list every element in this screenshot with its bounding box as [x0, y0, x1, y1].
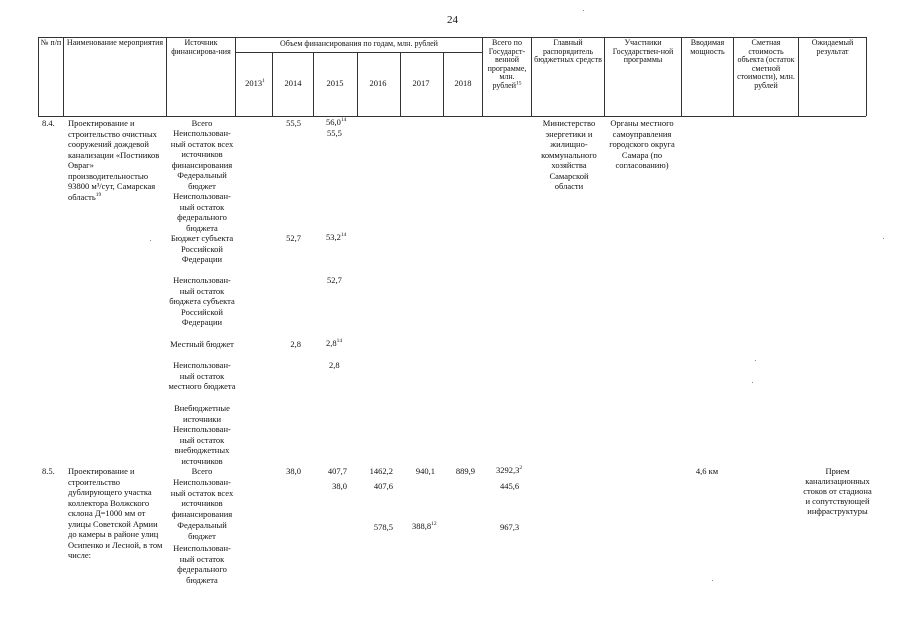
- scan-speck: [755, 360, 756, 361]
- header-bottom-rule: [38, 116, 866, 117]
- row-number: 8.4.: [42, 118, 55, 128]
- value-2015: $2,8^{14}$: [326, 338, 343, 348]
- header-manager: Главный распорядитель бюджетных средств: [534, 38, 602, 64]
- header-source: Источник финансирова-ния: [171, 38, 231, 56]
- value-2015: 407,7: [327, 466, 347, 476]
- value-2014: 52,7: [286, 233, 301, 243]
- scan-speck: [752, 382, 753, 383]
- scan-speck: [712, 580, 713, 581]
- row-name: Проектирование и строительство дублирующего участка коллектора Волжского склона Д=1000 мм от улицы Советской Армии до камеры в районе улиц Осипенко и Лесной, в том числе:: [68, 466, 163, 560]
- scan-speck: [150, 240, 151, 241]
- header-year-2017: 2017: [412, 78, 430, 88]
- col-rule: [733, 37, 734, 116]
- header-year-2018: 2018: [454, 78, 472, 88]
- header-capacity: Вводимая мощность: [690, 38, 725, 56]
- value-2015: 2,8: [329, 360, 340, 370]
- header-volume: Объем финансирования по годам, млн. рублей: [280, 39, 438, 48]
- header-name: Наименование мероприятия: [66, 38, 164, 47]
- value-2014: 38,0: [286, 466, 301, 476]
- scan-speck: [883, 238, 884, 239]
- source-label: Неиспользован-ный остаток бюджета субъекта Российской Федерации: [169, 275, 235, 327]
- source-label: Всего: [191, 118, 213, 128]
- header-cost: Сметная стоимость объекта (остаток сметной стоимости), млн. рублей: [737, 38, 795, 90]
- header-total: Всего по Государст-венной программе, млн. рублей$^{15}$: [487, 38, 527, 90]
- header-year-2014: 2014: [284, 78, 302, 88]
- col-rule: [866, 37, 867, 116]
- value-2016: 407,6: [373, 481, 393, 491]
- source-label: Неиспользован-ный остаток местного бюджета: [168, 360, 236, 391]
- value-2015: 55,5: [327, 128, 342, 138]
- header-result: Ожидаемый результат: [811, 38, 854, 56]
- value-2015: 53,2$^{14}$: [326, 232, 347, 242]
- row-capacity: 4,6 км: [695, 466, 719, 476]
- row-manager: Министерство энергетики и жилищно-коммунального хозяйства Самарской области: [541, 118, 597, 191]
- source-label: Внебюджетные источники: [174, 403, 230, 424]
- col-rule: [604, 37, 605, 116]
- value-2015: 38,0: [332, 481, 347, 491]
- source-label: Федеральный бюджет: [177, 170, 227, 191]
- value-2015: 56,0$^{14}$: [326, 117, 347, 127]
- header-participants: Участники Государствен-ной программы: [612, 38, 674, 64]
- col-rule: [38, 37, 39, 116]
- source-label: Неиспользован-ный остаток всех источников финансирования: [170, 128, 234, 170]
- source-label: Федеральный бюджет: [177, 520, 227, 541]
- col-rule: [166, 37, 167, 116]
- row-name: Проектирование и строительство очистных сооружений дождевой канализации «Постников Овраг» производительностью 93800 м³/сут, Самарская область$^{19}$: [68, 118, 160, 202]
- col-rule: [482, 37, 483, 116]
- header-year-2015: 2015: [326, 78, 344, 88]
- source-label: Бюджет субъекта Российской Федерации: [170, 233, 234, 264]
- page-number: 24: [447, 14, 458, 26]
- value-2014: 55,5: [286, 118, 301, 128]
- value-2016: 578,5: [373, 522, 393, 532]
- header-year-2016: 2016: [369, 78, 387, 88]
- value-total: 967,3: [500, 522, 520, 532]
- col-rule: [63, 37, 64, 116]
- col-rule: [681, 37, 682, 116]
- value-total: 3292,3$^2$: [496, 465, 523, 475]
- header-no: № п/п: [40, 38, 62, 47]
- header-year-2013: 2013$^1$: [245, 78, 265, 88]
- value-2015: 52,7: [327, 275, 342, 285]
- row-number: 8.5.: [42, 466, 55, 476]
- col-rule: [235, 37, 236, 116]
- value-total: 445,6: [500, 481, 520, 491]
- source-label: Неиспользован-ный остаток всех источников финансирования: [170, 477, 234, 519]
- source-label: Неиспользован-ный остаток федерального бюджета: [173, 191, 231, 233]
- source-label: Местный бюджет: [170, 339, 234, 349]
- value-2014: 2,8: [290, 339, 301, 349]
- value-2016: 1462,2: [369, 466, 393, 476]
- col-rule: [798, 37, 799, 116]
- source-label: Неиспользован-ный остаток внебюджетных источников: [173, 424, 231, 466]
- source-label: Неиспользован-ный остаток федерального бюджета: [173, 543, 231, 585]
- value-2017: 940,1: [415, 466, 435, 476]
- scan-speck: [583, 10, 584, 11]
- source-label: Всего: [191, 466, 213, 476]
- value-2017: 388,8$^{12}$: [412, 521, 437, 531]
- row-participants: Органы местного самоуправления городского округа Самара (по согласованию): [609, 118, 675, 170]
- col-rule: [531, 37, 532, 116]
- value-2018: 889,9: [455, 466, 475, 476]
- row-result: Прием канализационных стоков от стадиона и сопутствующей инфраструктуры: [803, 466, 872, 516]
